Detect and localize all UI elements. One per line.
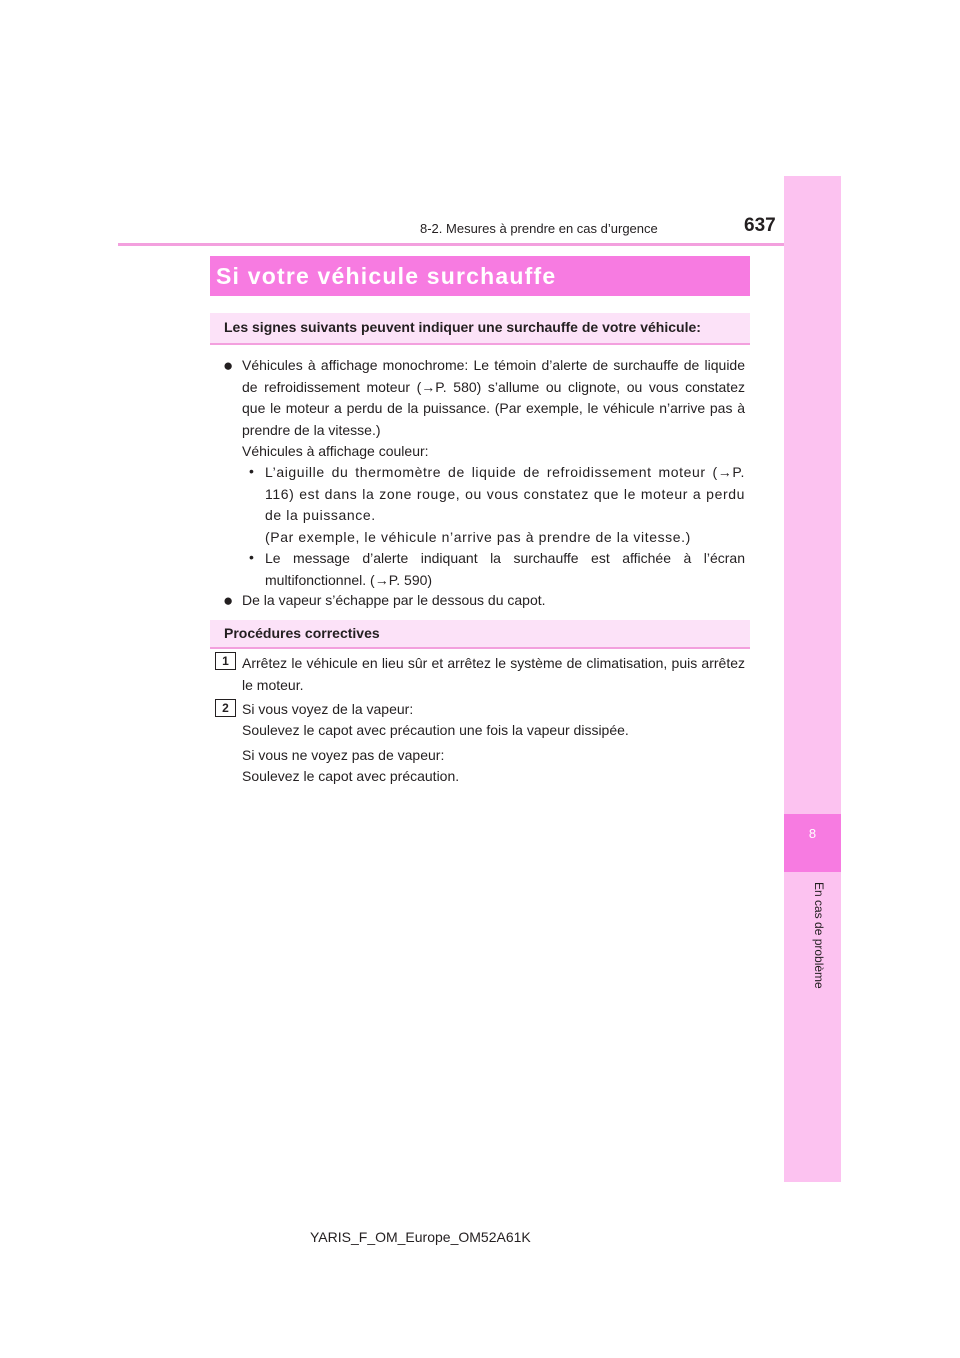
bullet-icon: ● [223, 591, 234, 610]
sub-bullet-icon: • [249, 549, 254, 565]
sub-bullet-icon: • [249, 463, 254, 479]
sub-item-text: Le message d’alerte indiquant la surchauffe est affichée à l’écran multifonctionnel. (→P. 590) [265, 550, 745, 588]
chapter-number: 8 [808, 826, 817, 841]
sub-item-text: (Par exemple, le véhicule n’arrive pas à prendre de la vitesse.) [265, 529, 691, 545]
page-number: 637 [744, 215, 776, 236]
step-text: Si vous voyez de la vapeur: [242, 701, 414, 717]
step-text: Soulevez le capot avec précaution une fois la vapeur dissipée. [242, 722, 629, 738]
side-tab-strip [784, 176, 841, 1182]
bullet-icon: ● [223, 356, 234, 375]
bullet-text: De la vapeur s’échappe par le dessous du capot. [242, 592, 546, 608]
chapter-title: En cas de problème [812, 882, 826, 989]
signs-heading: Les signes suivants peuvent indiquer une surchauffe de votre véhicule: [210, 313, 750, 345]
step-number-badge: 1 [215, 652, 236, 670]
bullet-text: Véhicules à affichage monochrome: Le témoin d’alerte de surchauffe de liquide de refroidissement moteur (→P. 580) s’allume ou clignote, ou vous constatez que le moteur a perdu de la puissance. (Par exemple, le véhicule n’arrive pas à prendre de la vitesse.) [242, 357, 745, 438]
page-title: Si votre véhicule surchauffe [216, 263, 557, 289]
document-footer: YARIS_F_OM_Europe_OM52A61K [310, 1229, 531, 1245]
bullet-text: Véhicules à affichage couleur: [242, 443, 429, 459]
chapter-tab [784, 814, 841, 872]
step-number-badge: 2 [215, 699, 236, 717]
sub-item-text: L’aiguille du thermomètre de liquide de refroidissement moteur (→P. 116) est dans la zone rouge, ou vous constatez que le moteur a perdu de la puissance. [265, 464, 745, 523]
header-divider [118, 243, 841, 246]
step-text: Arrêtez le véhicule en lieu sûr et arrêtez le système de climatisation, puis arrêtez le moteur. [242, 655, 745, 693]
section-reference: 8-2. Mesures à prendre en cas d’urgence [420, 221, 658, 236]
step-text: Soulevez le capot avec précaution. [242, 768, 460, 784]
step-text: Si vous ne voyez pas de vapeur: [242, 747, 445, 763]
procedures-heading: Procédures correctives [210, 620, 750, 649]
